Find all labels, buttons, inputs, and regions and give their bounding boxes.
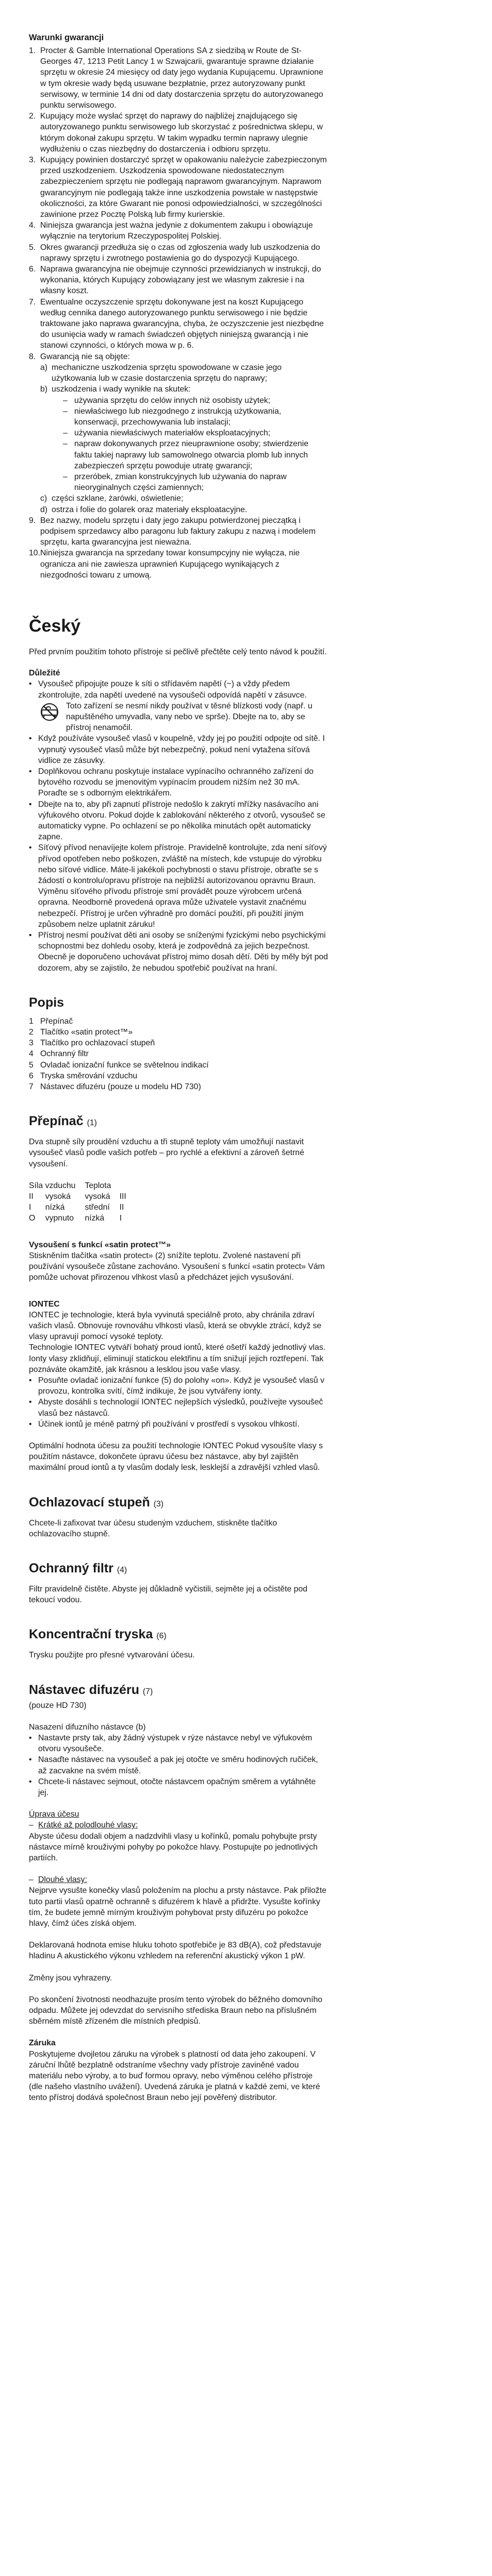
safety-bullet-text: Síťový přívod nenavíjejte kolem přístroje. Pravidelně kontrolujte, zda není síťový přívod opotřeben nebo poškozen, zvláště na místech, kde vstupuje do výrobku nebo síťové vidlice. Máte-li jakékoli pochybnosti o stavu přístroje, obraťte se s žádostí o kontrolu/opravu přístroje na nejbližší autorizovanou opravnu Braun. Výměnu síťového přívodu přístroje smí provádět pouze výrobcem určená opravna. Neodborně provedená oprava může uživatele vystavit značnému nebezpečí. Přístroj je určen výhradně pro domácí použití, při použití jiným způsobem nelze uplatnit záruku! [38, 843, 327, 929]
warranty-item-marker: 2. [29, 112, 36, 121]
settings-cell: vysoká [85, 1192, 110, 1201]
chlad-ref: (3) [153, 1499, 164, 1509]
bullet-marker: • [29, 734, 32, 743]
warranty-item-text: Niniejsza gwarancja na sprzedany towar konsumpcyjny nie wyłącza, nie ogranicza ani nie zawiesza uprawnień Kupującego wynikających z niezgodności towaru z umową. [40, 549, 300, 580]
warranty-subitem-marker: a) [40, 363, 48, 372]
warranty-item-marker: 9. [29, 516, 36, 525]
warranty-item-text: Procter & Gamble International Operations SA z siedzibą w Route de St-Georges 47, 1213 Petit Lancy 1 w Szwajcarii, gwarantuje sprawne działanie sprzętu w okresie 24 miesięcy od daty jego wydania Kupującemu. Uprawnione w tym okresie wady będą usuwane bezpłatnie, przez autoryzowany punkt serwisowy, w terminie 14 dni od daty dostarczenia sprzętu do autoryzowanego punktu serwisowego. [40, 46, 323, 110]
warranty-subitem-marker: b) [40, 385, 48, 394]
diffuser-bullet [29, 1776, 328, 1798]
warranty-item [29, 45, 328, 111]
warranty-subsubitem-marker: – [63, 406, 68, 416]
warranty-list [29, 45, 328, 362]
warranty-subitem-marker: d) [40, 505, 48, 514]
description-item [29, 1081, 328, 1092]
description-item-marker: 3 [29, 1039, 34, 1048]
warranty-item-text: Niniejsza gwarancja jest ważna jedynie z dokumentem zakupu i obowiązuje wyłącznie na terytorium Rzeczypospolitej Polskiej. [40, 221, 313, 241]
description-item-marker: 5 [29, 1060, 34, 1070]
kon-title: Koncentrační tryska [29, 1627, 153, 1642]
iontec-text-3: Optimální hodnota účesu za použití technologie IONTEC Pokud vysoušíte vlasy s použitím nástavce, dokončete úpravu účesu bez nástavce, aby byl zajištěn maximální proud iontů a ty vlasům dodaly lesk, lesklejší a zdravější vzhled vlasů. [29, 1441, 323, 1472]
description-item-marker: 2 [29, 1028, 34, 1037]
warranty-item [29, 515, 328, 548]
warranty-item-marker: 4. [29, 221, 36, 230]
zaruka-text: Poskytujeme dvojletou záruku na výrobek s platností od data jeho zakoupení. V záruční lhůtě bezplatně odstraníme všechny vady přístroje zaviněné vadou materiálu nebo výroby, a to buď formou opravy, nebo výměnou celého přístroje (dle našeho vlastního uvážení). Uvedená záruka je platná v každé zemi, ve které tento přístroj dodává společnost Braun nebo její pověřený distributor. [29, 2049, 320, 2103]
filtr-text: Filtr pravidelně čistěte. Abyste jej důkladně vyčistili, sejměte jej a očistěte pod tekoucí vodou. [29, 1584, 307, 1605]
warranty-item [29, 351, 328, 362]
warranty-item [29, 297, 328, 351]
warranty-item-marker: 3. [29, 156, 36, 165]
bullet-marker: • [29, 1777, 32, 1786]
warranty-subitem-marker: c) [40, 494, 47, 503]
warranty-item-text: Gwarancją nie są objęte: [40, 352, 130, 361]
satin-text: Stiskněním tlačítka «satin protect» (2) snížíte teplotu. Zvolené nastavení při používání vysoušeče zůstane zachováno. Vysoušení s funkcí «satin protect» Vám pomůže uchovat přirozenou vlhkost vlasů a předcházet jejich vysušování. [29, 1251, 325, 1282]
warranty-item-text: Kupujący powinien dostarczyć sprzęt w opakowaniu należycie zabezpieczonym przed uszkodzeniem. Uszkodzenia spowodowane niedostatecznym zabezpieczeniem sprzętu nie podlegają naprawom gwarancyjnym. Naprawom gwarancyjnym nie podlegają także inne uszkodzenia powstałe w następstwie okoliczności, za które Gwarant nie ponosi odpowiedzialności, w szczególności zawinione przez Pocztę Polską lub firmy kurierskie. [40, 156, 327, 219]
kon-text: Trysku použijte pro přesné vytvarování účesu. [29, 1651, 195, 1660]
dif-pre: Nasazení difuzního nástavce (b) [29, 1722, 146, 1732]
settings-cell: I [119, 1214, 122, 1223]
chlad-text: Chcete-li zafixovat tvar účesu studeným vzduchem, stiskněte tlačítko ochlazovacího stupně. [29, 1518, 277, 1538]
warranty-subsubitem-text: niewłaściwego lub niezgodnego z instrukcją użytkowania, konserwacji, przechowywania lub instalacji; [74, 406, 282, 427]
safety-bullet [29, 766, 328, 799]
warranty-subitem [40, 504, 328, 515]
dif-subtitle: (pouze HD 730) [29, 1701, 87, 1710]
settings-cell: střední [85, 1203, 110, 1212]
long-hair-text: Nejprve vysušte konečky vlasů položením na plochu a prsty nástavce. Pak přiložte tuto partii vlasů opatrně ochranně s difuzérem k hlavě a přidržte. Vysušte kořínky tím, že budete jemně mírným krouživým pohybovat prsty difuzéru po pokožce hlavy, čímž účes získá objem. [29, 1886, 326, 1928]
safety-bullet [29, 842, 328, 930]
warranty-item [29, 155, 328, 220]
settings-cell: vysoká [45, 1192, 71, 1201]
warranty-subitem-text: uszkodzenia i wady wynikłe na skutek: [52, 385, 191, 394]
description-item-text: Tryska směrování vzduchu [40, 1071, 138, 1080]
bullet-marker: • [29, 767, 32, 776]
iontec-bullet-text: Účinek iontů je méně patrný při používání v prostředí s vysokou vlhkostí. [38, 1419, 300, 1429]
filtr-ref: (4) [117, 1565, 127, 1574]
description-item-text: Ovladač ionizační funkce se světelnou indikací [40, 1060, 209, 1070]
important-bullets [29, 679, 328, 700]
dif-ref: (7) [142, 1687, 153, 1696]
settings-row [29, 1191, 136, 1202]
settings-cell: O [29, 1214, 36, 1223]
noise-text: Deklarovaná hodnota emise hluku tohoto spotřebiče je 83 dB(A), což představuje hladinu A akustického výkonu vzhledem na referenční akustický výkon 1 pW. [29, 1941, 322, 1961]
description-item-text: Tlačítko pro ochlazovací stupeň [40, 1039, 155, 1048]
diffuser-bullet [29, 1754, 328, 1776]
warranty-subsubitem-text: napraw dokonywanych przez nieuprawnione osoby; stwierdzenie faktu takiej naprawy lub samowolnego otwarcia plomb lub innych zabezpieczeń sprzętu powoduje utratę gwarancji; [74, 439, 308, 470]
warranty-subsubitem-marker: – [63, 429, 68, 438]
intro-text: Před prvním použitím tohoto přístroje si pečlivě přečtěte celý tento návod k použití. [29, 647, 327, 656]
iontec-bullet [29, 1375, 328, 1397]
no-bath-warning-icon [40, 703, 59, 721]
warranty-item-text: Bez nazwy, modelu sprzętu i daty jego zakupu potwierdzonej pieczątką i podpisem sprzedawcy albo paragonu lub faktury zakupu z nazwą i modelem sprzętu, karta gwarancyjna jest nieważna. [40, 516, 316, 547]
warranty-item-marker: 7. [29, 297, 36, 307]
description-item [29, 1071, 328, 1081]
short-hair-title-row [29, 1820, 328, 1831]
warranty-item [29, 548, 328, 581]
safety-bullet [29, 733, 328, 766]
safety-bullet [29, 930, 328, 974]
section-title-chlad [29, 1494, 328, 1513]
warranty-item-marker: 5. [29, 243, 36, 252]
section-title-popis: Popis [29, 995, 64, 1010]
settings-header-air: Síla vzduchu [29, 1181, 76, 1190]
description-item-marker: 1 [29, 1016, 34, 1026]
long-hair-title-row [29, 1874, 328, 1885]
safety-bullet-text: Když používáte vysoušeč vlasů v koupelně, vždy jej po použití odpojte od sítě. I vypnutý vysoušeč vlasů může být nebezpečný, pokud není vytažena síťová vidlice ze zásuvky. [38, 734, 325, 765]
iontec-bullets [29, 1375, 328, 1430]
chlad-title: Ochlazovací stupeň [29, 1495, 150, 1510]
warranty-subsubitem [63, 428, 328, 438]
warranty-subsubitem [63, 438, 328, 471]
warranty-item-text: Kupujący może wysłać sprzęt do naprawy do najbliżej znajdującego się autoryzowanego punktu serwisowego lub skorzystać z pośrednictwa sklepu, w którym dokonał zakupu sprzętu. W takim wypadku termin naprawy ulegnie wydłużeniu o czas niezbędny do dostarczenia i odbioru sprzętu. [40, 112, 323, 154]
warranty-subsubitem-marker: – [63, 439, 68, 449]
short-hair-text: Abyste účesu dodali objem a nadzdvihli vlasy u kořínků, pomalu pohybujte prsty nástavce mírně krouživými pohyby po pokožce hlavy. Postupujte po jednotlivých partiích. [29, 1832, 318, 1862]
dif-title: Nástavec difuzéru [29, 1682, 139, 1697]
description-item-text: Tlačítko «satin protect™» [40, 1028, 133, 1037]
dash-marker: – [29, 1875, 34, 1885]
warranty-item-text: Naprawa gwarancyjna nie obejmuje czynności przewidzianych w instrukcji, do wykonania, których Kupujący zobowiązany jest we własnym zakresie i na własny koszt. [40, 265, 321, 296]
bullet-marker: • [29, 1755, 32, 1765]
bullet-marker: • [29, 680, 32, 689]
warranty-item-text: Okres gwarancji przedłuża się o czas od zgłoszenia wady lub uszkodzenia do naprawy sprzętu i zwrotnego postawienia go do dyspozycji Kupującego. [40, 243, 320, 263]
diffuser-bullet-text: Nasaďte nástavec na vysoušeč a pak jej otočte ve směru hodinových ručiček, až zacvakne na svém místě. [38, 1755, 318, 1775]
settings-table [29, 1180, 136, 1224]
safety-bullet-text: Doplňkovou ochranu poskytuje instalace vypínacího ochranného zařízení do bytového rozvodu se jmenovitým vypínacím proudem nižším než 30 mA. Poraďte se s odborným elektrikářem. [38, 767, 314, 798]
uprava-title: Úprava účesu [29, 1810, 79, 1819]
description-item-text: Nástavec difuzéru (pouze u modelu HD 730) [40, 1082, 201, 1092]
important-title: Důležité [29, 669, 60, 678]
warning-text: Toto zařízení se nesmí nikdy používat v těsné blízkosti vody (např. u napuštěného umyvadla, vany nebo ve sprše). Dbejte na to, aby se přístroj nenamočil. [66, 701, 313, 733]
settings-cell: vypnuto [45, 1214, 74, 1223]
settings-rows [29, 1191, 136, 1224]
bullet-marker: • [29, 1419, 32, 1429]
diffuser-bullet-text: Chcete-li nástavec sejmout, otočte nástavcem opačným směrem a vytáhněte jej. [38, 1777, 316, 1797]
safety-bullet-text: Dbejte na to, aby při zapnutí přístroje nedošlo k zakrytí mřížky nasávacího ani výfukového otvoru. Pokud dojde k zablokování některého z otvorů, vysoušeč se automaticky vypne. Po ochlazení se po několika minutách opět automaticky zapne. [38, 800, 325, 842]
diffuser-bullet [29, 1733, 328, 1754]
warranty-subitem-text: ostrza i folie do golarek oraz materiały eksploatacyjne. [52, 505, 248, 514]
warranty-item [29, 264, 328, 297]
warranty-item-marker: 1. [29, 46, 36, 55]
warranty-subsubitem-text: używania niewłaściwych materiałów eksploatacyjnych; [74, 429, 271, 438]
warranty-subsubitem [63, 395, 328, 406]
change-text: Změny jsou vyhrazeny. [29, 1973, 112, 1982]
warranty-subsubitem-marker: – [63, 396, 68, 405]
description-item-text: Přepínač [40, 1016, 73, 1026]
iontec-bullet [29, 1397, 328, 1418]
settings-header-temp: Teplota [85, 1181, 111, 1190]
iontec-bullet-text: Posuňte ovladač ionizační funkce (5) do polohy «on». Když je vysoušeč vlasů v provozu, kontrolka svítí, čímž indikuje, že jsou vytvářeny ionty. [38, 1376, 324, 1396]
warranty-subitem [40, 384, 328, 395]
warranty-list-tail [29, 515, 328, 581]
warning-block [29, 701, 328, 734]
warranty-subitem [40, 493, 328, 504]
section-title-kon [29, 1626, 328, 1645]
iontec-bullet-text: Abyste dosáhli s technologií IONTEC nejlepších výsledků, používejte vysoušeč vlasů bez nástavců. [38, 1398, 323, 1418]
description-item-text: Ochranný filtr [40, 1049, 89, 1059]
bullet-marker: • [29, 800, 32, 809]
warranty-item-text: Ewentualne oczyszczenie sprzętu dokonywane jest na koszt Kupującego według cennika danego autoryzowanego punktu serwisowego i nie będzie traktowane jako naprawa gwarancyjna, chyba, że oczyszczenie jest niezbędne do usunięcia wady w ramach świadczeń objętych niniejszą gwarancją i nie stanowi czynności, o których mowa w p. 6. [40, 297, 324, 350]
description-item [29, 1027, 328, 1038]
important-bullet-text: Vysoušeč připojujte pouze k síti o střídavém napětí (~) a vždy předem zkontrolujte, zda napětí uvedené na vysoušeči odpovídá napětí v zásuvce. [38, 680, 307, 700]
warranty-title: Warunki gwarancji [29, 33, 104, 42]
prepinac-ref: (1) [87, 1118, 97, 1128]
section-title-filtr [29, 1560, 328, 1579]
settings-cell: nízká [85, 1214, 105, 1223]
warranty-item-8-sublist [29, 362, 328, 515]
settings-row [29, 1213, 136, 1224]
bullet-marker: • [29, 1733, 32, 1742]
prepinac-text: Dva stupně síly proudění vzduchu a tři stupně teploty vám umožňují nastavit vysoušeč vlasů podle vašich potřeb – pro rychlé a efektivní a zároveň šetrné vysoušení. [29, 1138, 304, 1168]
description-item-marker: 6 [29, 1071, 34, 1080]
bullet-marker: • [29, 1398, 32, 1407]
iontec-title: IONTEC [29, 1299, 60, 1309]
description-item-marker: 7 [29, 1082, 34, 1092]
long-hair-title: Dlouhé vlasy: [38, 1875, 87, 1885]
warranty-subsubitem [63, 406, 328, 428]
warranty-item [29, 242, 328, 264]
prepinac-title: Přepínač [29, 1114, 84, 1129]
iontec-bullet [29, 1419, 328, 1430]
settings-cell: II [29, 1192, 34, 1201]
bullet-marker: • [29, 931, 32, 940]
kon-ref: (6) [156, 1632, 167, 1641]
warranty-subsubitem-marker: – [63, 472, 68, 481]
warranty-subsubitem-text: przeróbek, zmian konstrukcyjnych lub używania do napraw nieoryginalnych części zamiennych; [74, 472, 287, 493]
safety-bullet [29, 799, 328, 843]
warranty-item-marker: 8. [29, 352, 36, 361]
warranty-subitem-text: mechaniczne uszkodzenia sprzętu spowodowane w czasie jego użytkowania lub w czasie dostarczenia sprzętu do naprawy; [52, 363, 282, 383]
diffuser-bullet-text: Nastavte prsty tak, aby žádný výstupek v rýze nástavce nebyl ve výfukovém otvoru vysoušeče. [38, 1733, 313, 1754]
warranty-item [29, 220, 328, 242]
warranty-subitem-text: części szklane, żarówki, oświetlenie; [52, 494, 184, 503]
iontec-text-1: IONTEC je technologie, která byla vyvinutá speciálně proto, aby chránila zdraví vašich vlasů. Obnovuje rovnováhu vlhkosti vlasů, která se obvykle ztrácí, když se vlasy upravují pomocí vysoké teploty. [29, 1310, 322, 1342]
description-item-marker: 4 [29, 1049, 34, 1059]
iontec-text-2: Technologie IONTEC vytváří bohatý proud iontů, které ošetří každý jednotlivý vlas. Ionty vlasy zklidňují, eliminují statickou elektřinu a tím snižují jejich roztřepení. Tak poznáváte okamžitě, jak krásnou a lesklou jsou vaše vlasy. [29, 1343, 326, 1374]
dash-marker: – [29, 1821, 34, 1830]
description-item [29, 1038, 328, 1048]
filtr-title: Ochranný filtr [29, 1561, 113, 1575]
bullet-marker: • [29, 843, 32, 853]
warranty-subitem [40, 362, 328, 384]
settings-header-row [29, 1180, 136, 1191]
warranty-subsubitem-text: używania sprzętu do celów innych niż osobisty użytek; [74, 396, 271, 405]
warranty-subsubitem [63, 471, 328, 493]
warranty-item-marker: 10. [29, 549, 40, 558]
settings-cell: I [29, 1203, 31, 1212]
settings-cell: II [119, 1203, 124, 1212]
disposal-text: Po skončení životnosti neodhazujte prosím tento výrobek do běžného domovního odpadu. Můžete jej odevzdat do servisního střediska Braun nebo na příslušném sběrném místě zřízeném dle místních předpisů. [29, 1995, 323, 2026]
safety-bullet-text: Přístroj nesmí používat děti ani osoby se sníženými fyzickými nebo psychickými schopnostmi bez dohledu osoby, která je zodpovědná za jejich bezpečnost. Obecně je doporučeno uchovávat přístroj mimo dosah dětí. Děti by měly být pod dozorem, aby se zajistilo, že nebudou spotřebič používat na hraní. [38, 931, 328, 973]
description-list [29, 1016, 328, 1092]
safety-bullets [29, 733, 328, 973]
settings-cell: nízká [45, 1203, 65, 1212]
section-title-prepinac [29, 1113, 328, 1131]
text-column [29, 32, 328, 2104]
short-hair-title: Krátké až polodlouhé vlasy: [38, 1821, 138, 1830]
description-item [29, 1016, 328, 1027]
warranty-item-marker: 6. [29, 265, 36, 274]
warranty-item [29, 111, 328, 155]
diffuser-bullets [29, 1733, 328, 1798]
zaruka-title: Záruka [29, 2039, 56, 2048]
satin-title: Vysoušení s funkcí «satin protect™» [29, 1240, 171, 1249]
important-bullet [29, 679, 328, 700]
settings-cell: III [119, 1192, 126, 1201]
warranty-item-8b-list [40, 395, 328, 494]
bullet-marker: • [29, 1376, 32, 1385]
section-title-cesky: Český [29, 616, 81, 636]
section-title-dif [29, 1682, 328, 1700]
description-item [29, 1060, 328, 1071]
description-item [29, 1048, 328, 1059]
settings-row [29, 1202, 136, 1213]
